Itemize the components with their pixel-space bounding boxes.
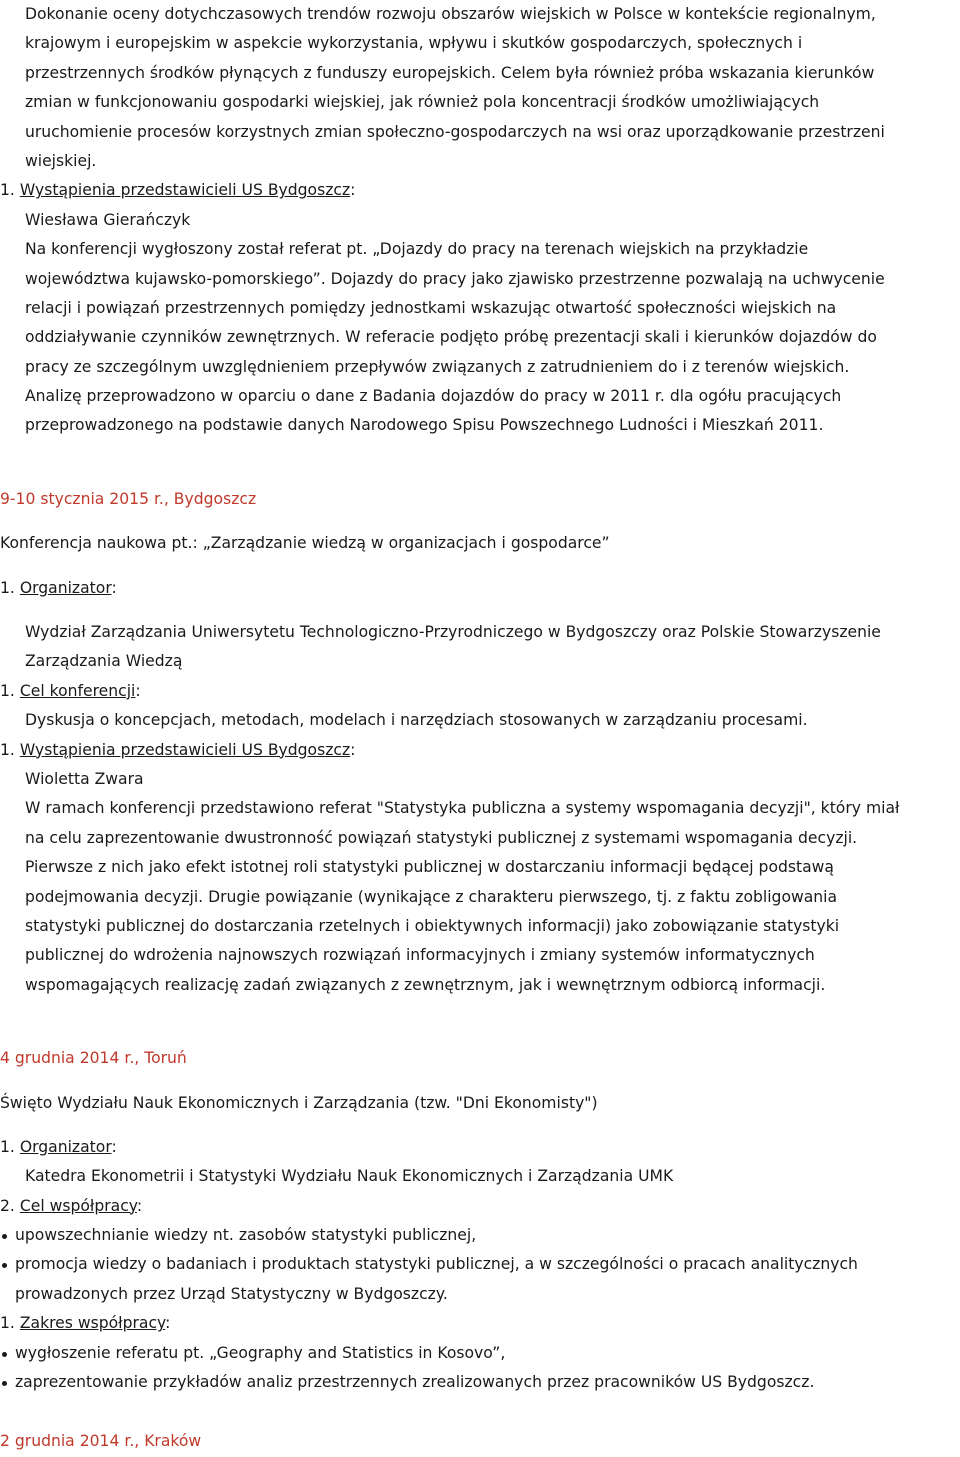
paragraph-line: Dokonanie oceny dotychczasowych trendów rozwoju obszarów wiejskich w Polsce w kontekście regionalnym, — [25, 5, 876, 23]
spacer — [0, 1000, 960, 1044]
paragraph-line: krajowym i europejskim w aspekcie wykorzystania, wpływu i skutków gospodarczych, społecznych i — [25, 34, 803, 53]
event-place: , Toruń — [134, 1049, 187, 1068]
presentations-link[interactable]: Wystąpienia przedstawicieli US Bydgoszcz — [19, 181, 351, 200]
paragraph-line: oddziaływanie czynników zewnętrznych. W referacie podjęto próbę prezentacji skali i kierunków dojazdów do — [25, 328, 877, 347]
event-place: , Kraków — [134, 1432, 202, 1451]
paragraph-line: podejmowania decyzji. Drugie powiązanie (wynikające z charakteru pierwszego, tj. z faktu zobligowania — [25, 887, 838, 906]
event-date: 4 grudnia 2014 r. — [0, 1049, 135, 1068]
section-rural-conference — [0, 0, 960, 441]
goal-heading: 1. Cel konferencji: — [0, 681, 141, 700]
organizer-link[interactable]: Organizator — [19, 578, 112, 597]
event-place: , Bydgoszcz — [163, 489, 257, 508]
cooperation-heading: 2. Cel współpracy: — [0, 1196, 143, 1215]
paragraph-line: uruchomienie procesów korzystnych zmian społeczno-gospodarczych na wsi oraz uporządkowanie przestrzeni — [25, 122, 885, 141]
event-date-heading — [0, 1427, 960, 1456]
paragraph-line: Zarządzania Wiedzą — [25, 652, 183, 671]
spacer — [0, 1074, 960, 1089]
paragraph-line: wiejskiej. — [25, 151, 97, 170]
paragraph-line: statystyki publicznej do dostarczania rzetelnych i obiektywnych informacji) jako zobowiązanie statystyki — [25, 916, 840, 935]
spacer — [0, 1397, 960, 1427]
paragraph-line: przeprowadzonego na podstawie danych Narodowego Spisu Powszechnego Ludności i Mieszkań 2011. — [25, 416, 824, 435]
list-item-continuation: prowadzonych przez Urząd Statystyczny w Bydgoszczy. — [15, 1284, 448, 1303]
paragraph-line: Wydział Zarządzania Uniwersytetu Technologiczno-Przyrodniczego w Bydgoszczy oraz Polskie Stowarzyszenie — [25, 623, 881, 642]
event-title: Konferencja naukowa pt.: „Zarządzanie wiedzą w organizacjach i gospodarce” — [0, 534, 610, 553]
goal-text: Dyskusja o koncepcjach, metodach, modelach i narzędziach stosowanych w zarządzaniu procesami. — [25, 711, 808, 730]
paragraph-line: wspomagających realizację zadań związanych z zewnętrznym, jak i wewnętrznym odbiorcą informacji. — [25, 975, 826, 994]
event-bydgoszcz — [0, 485, 960, 1000]
organizer-link[interactable]: Organizator — [19, 1137, 112, 1156]
list-item: promocja wiedzy o badaniach i produktach statystyki publicznej, a w szczególności o pracach analitycznych — [0, 1250, 960, 1279]
presentation-paragraph — [0, 235, 960, 441]
event-date-heading — [0, 485, 960, 514]
list-item: wygłoszenie referatu pt. „Geography and Statistics in Kosovo”, — [0, 1339, 960, 1368]
event-krakow — [0, 1427, 960, 1456]
paragraph-line: zmian w funkcjonowaniu gospodarki wiejskiej, jak również pola koncentracji środków umożliwiających — [25, 93, 820, 112]
speaker-name: Wioletta Zwara — [25, 769, 144, 788]
organizer-heading: 1. Organizator: — [0, 578, 117, 597]
presentations-heading: 1. Wystąpienia przedstawicieli US Bydgoszcz: — [0, 740, 356, 759]
paragraph-line: publicznej do wdrożenia najnowszych rozwiązań informacyjnych i zmiany systemów informatycznych — [25, 946, 815, 965]
event-torun — [0, 1044, 960, 1397]
event-title: Święto Wydziału Nauk Ekonomicznych i Zarządzania (tzw. "Dni Ekonomisty") — [0, 1093, 598, 1112]
goal-paragraph — [0, 0, 960, 176]
presentations-link[interactable]: Wystąpienia przedstawicieli US Bydgoszcz — [19, 740, 351, 759]
paragraph-line: W ramach konferencji przedstawiono referat "Statystyka publiczna a systemy wspomagania decyzji", który miał — [25, 799, 900, 818]
scope-heading: 1. Zakres współpracy: — [0, 1314, 171, 1333]
paragraph-line: województwa kujawsko-pomorskiego”. Dojazdy do pracy jako zjawisko przestrzenne pozwalają na uchwycenie — [25, 269, 885, 288]
event-date: 2 grudnia 2014 r. — [0, 1432, 135, 1451]
spacer — [0, 514, 960, 529]
cooperation-link[interactable]: Cel współpracy — [19, 1196, 137, 1215]
paragraph-line: przestrzennych środków płynących z funduszy europejskich. Celem była również próba wskazania kierunków — [25, 63, 875, 82]
paragraph-line: Na konferencji wygłoszony został referat pt. „Dojazdy do pracy na terenach wiejskich na przykładzie — [25, 240, 809, 259]
spacer — [0, 559, 960, 574]
organizer-heading: 1. Organizator: — [0, 1137, 117, 1156]
scope-link[interactable]: Zakres współpracy — [19, 1314, 166, 1333]
paragraph-line: pracy ze szczególnym uwzględnieniem przepływów związanych z zatrudnieniem do i z terenów wiejskich. — [25, 357, 850, 376]
speaker-name: Wiesława Gierańczyk — [25, 210, 191, 229]
spacer — [0, 603, 960, 618]
spacer — [0, 441, 960, 485]
spacer — [0, 1118, 960, 1133]
event-date: 9-10 stycznia 2015 r. — [0, 489, 164, 508]
paragraph-line: Pierwsze z nich jako efekt istotnej roli statystyki publicznej w dostarczaniu informacji będącej podstawą — [25, 858, 834, 877]
paragraph-line: Analizę przeprowadzono w oparciu o dane z Badania dojazdów do pracy w 2011 r. dla ogółu pracujących — [25, 387, 842, 406]
goal-link[interactable]: Cel konferencji — [19, 681, 136, 700]
list-item: zaprezentowanie przykładów analiz przestrzennych zrealizowanych przez pracowników US Bydgoszcz. — [0, 1368, 960, 1397]
presentations-heading: 1. Wystąpienia przedstawicieli US Bydgoszcz: — [0, 181, 356, 200]
event-date-heading — [0, 1044, 960, 1073]
organizer-text: Katedra Ekonometrii i Statystyki Wydziału Nauk Ekonomicznych i Zarządzania UMK — [25, 1167, 674, 1186]
list-item: upowszechnianie wiedzy nt. zasobów statystyki publicznej, — [0, 1221, 960, 1250]
organizer-text — [0, 618, 960, 677]
paragraph-line: na celu zaprezentowanie dwustronność powiązań statystyki publicznej z systemami wspomagania decyzji. — [25, 828, 858, 847]
presentation-paragraph — [0, 794, 960, 1000]
paragraph-line: relacji i powiązań przestrzennych pomiędzy jednostkami wskazując otwartość społeczności wiejskich na — [25, 298, 837, 317]
